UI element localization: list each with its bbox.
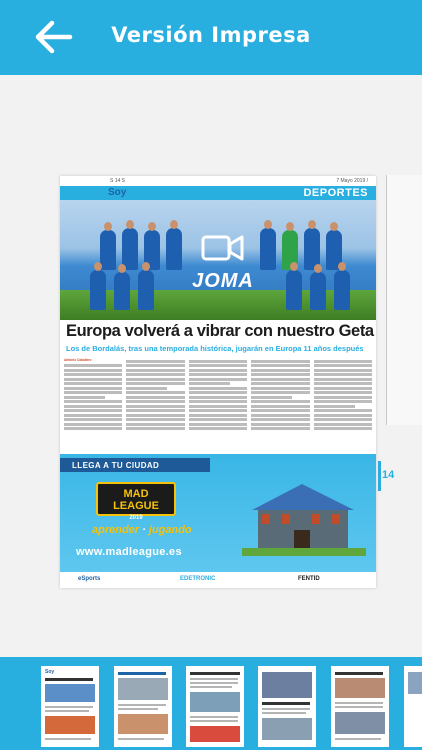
article-column [314,358,372,444]
grass [60,290,376,320]
thumbnail-strip[interactable] [0,657,422,750]
advertisement[interactable] [60,454,376,572]
page-thumbnail-5[interactable] [331,666,389,747]
current-page-number: 14 [382,469,395,481]
ad-tagline: aprender · jugando [92,524,192,536]
team-photo [60,200,376,320]
mad-league-logo: MAD LEAGUE 2019 [96,482,176,516]
castle-illustration [242,470,366,556]
article-column [126,358,184,444]
article-subheadline: Los de Bordalás, tras una temporada histórica, jugarán en Europa 11 años después [66,344,364,353]
logo-text: Soy [108,187,127,198]
page-thumbnail-3[interactable] [186,666,244,747]
page-thumbnail-2[interactable] [114,666,172,747]
page-folio: S 14 S [110,178,126,184]
sponsor-logo: JOMA [192,270,254,292]
page-thumbnail-1[interactable]: Soy [41,666,99,747]
ad-footer: eSports EDETRONIC FENTID [60,572,376,588]
article-column [251,358,309,444]
ad-banner: LLEGA A TU CIUDAD [60,458,210,472]
page-date: 7 Mayo 2019 / [336,178,368,184]
article-column [64,358,122,444]
video-camera-icon[interactable] [200,230,246,266]
section-label: DEPORTES [303,187,368,199]
article-body [64,358,372,444]
ad-url: www.madleague.es [76,546,182,558]
page-title: Versión Impresa [111,23,311,47]
article-byline: Antonio Caballero [64,358,92,362]
article-column [189,358,247,444]
page-thumbnail-6[interactable] [404,666,422,747]
article-headline: Europa volverá a vibrar con nuestro Geta [66,322,374,340]
page-thumbnail-4[interactable] [258,666,316,747]
app-header [0,0,422,75]
next-page-edge[interactable] [386,175,422,425]
page-indicator-bar [378,461,381,491]
newspaper-page[interactable] [60,176,376,588]
page-viewer[interactable] [0,75,422,657]
